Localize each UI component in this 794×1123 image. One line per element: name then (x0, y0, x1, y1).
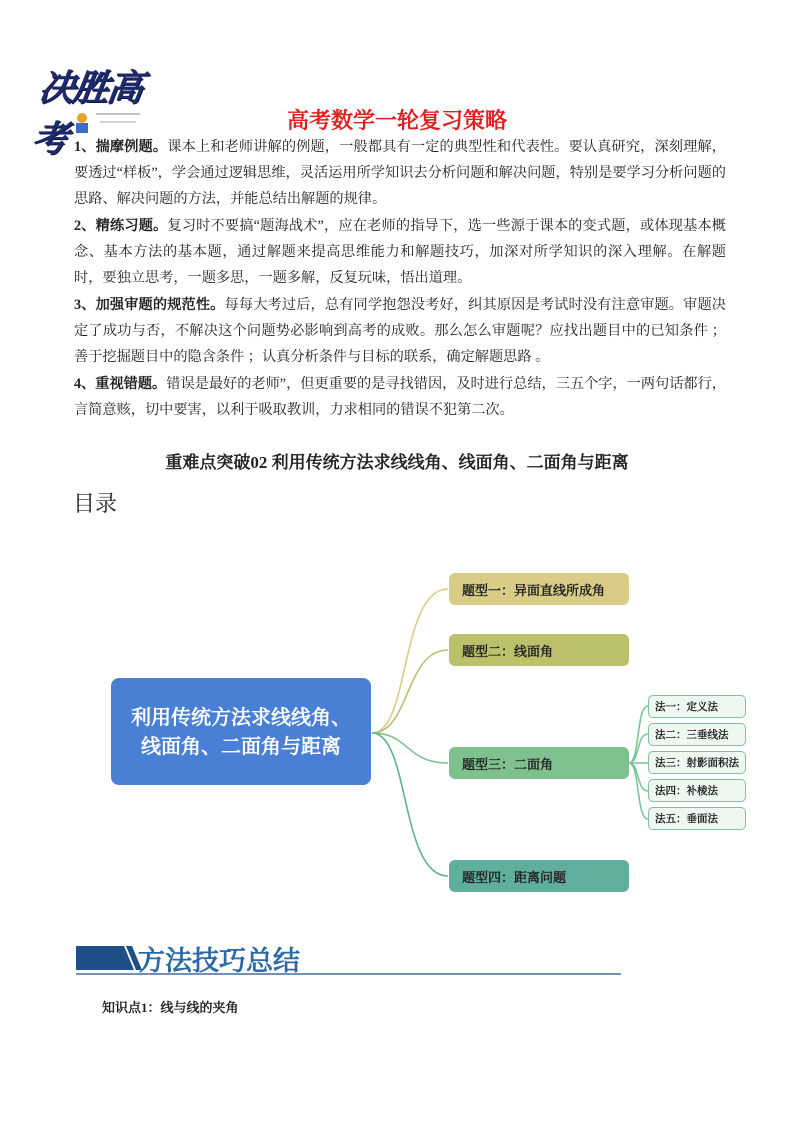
strategy-paragraph-1 (74, 134, 726, 213)
strategy-body: 每每大考过后，总有同学抱怨没考好，纠其原因是考试时没有注意审题。审题决定了成功与否，不解决这个问题势必影响到高考的成败。那么怎么审题呢？应找出题目中的已知条件 ；善于挖掘题目中的隐含条件 ；认真分析条件与目标的联系，确定解题思路 。 (74, 297, 726, 366)
strategy-heading: 1、揣摩例题。 (74, 139, 168, 155)
strategy-body: 错误是最好的老师”，但更重要的是寻找错因，及时进行总结，三五个字，一两句话都行，言简意赅，切中要害，以利于吸取教训，力求相同的错误不犯第二次。 (74, 376, 726, 419)
branch-type-4: 题型四：距离问题 (449, 860, 629, 892)
method-3: 法三：射影面积法 (648, 751, 746, 774)
method-2: 法二：三垂线法 (648, 723, 746, 746)
strategy-heading: 3、加强审题的规范性。 (74, 297, 225, 313)
method-5: 法五：垂面法 (648, 807, 746, 830)
page-title: 高考数学一轮复习策略 (286, 109, 507, 134)
branch-type-1: 题型一：异面直线所成角 (449, 573, 629, 605)
strategy-body: 复习时不要搞“题海战术”，应在老师的指导下，选一些源于课本的变式题，或体现基本概念、基本方法的基本题，通过解题来提高思维能力和解题技巧，加深对所学知识的深入理解。在解题时，要独立思考，一题多思，一题多解，反复玩味，悟出道理。 (74, 218, 726, 287)
method-1: 法一：定义法 (648, 695, 746, 718)
method-4: 法四：补棱法 (648, 779, 746, 802)
toc-label: 目录 (73, 492, 118, 517)
knowledge-point-heading: 知识点1：线与线的夹角 (102, 1000, 239, 1015)
branch-type-2: 题型二：线面角 (449, 634, 629, 666)
summary-banner-title: 方法技巧总结 (138, 946, 300, 977)
strategy-paragraph-2 (74, 213, 726, 292)
section-title: 重难点突破02 利用传统方法求线线角、线面角、二面角与距离 (165, 453, 629, 472)
strategy-body: 课本上和老师讲解的例题，一般都具有一定的典型性和代表性。要认真研究，深刻理解，要透过“样板”，学会通过逻辑思维，灵活运用所学知识去分析问题和解决问题，特别是要学习分析问题的思路、解决问题的方法，并能总结出解题的规律。 (74, 139, 726, 208)
strategy-paragraph-3 (74, 292, 726, 371)
strategy-heading: 4、重视错题。 (74, 376, 167, 392)
strategy-heading: 2、精练习题。 (74, 218, 168, 234)
logo-text: 决胜高考 (29, 67, 145, 160)
mindmap-root: 利用传统方法求线线角、线面角、二面角与距离 (111, 678, 371, 785)
branch-type-3: 题型三：二面角 (449, 747, 629, 779)
strategy-paragraph-4 (74, 371, 726, 423)
